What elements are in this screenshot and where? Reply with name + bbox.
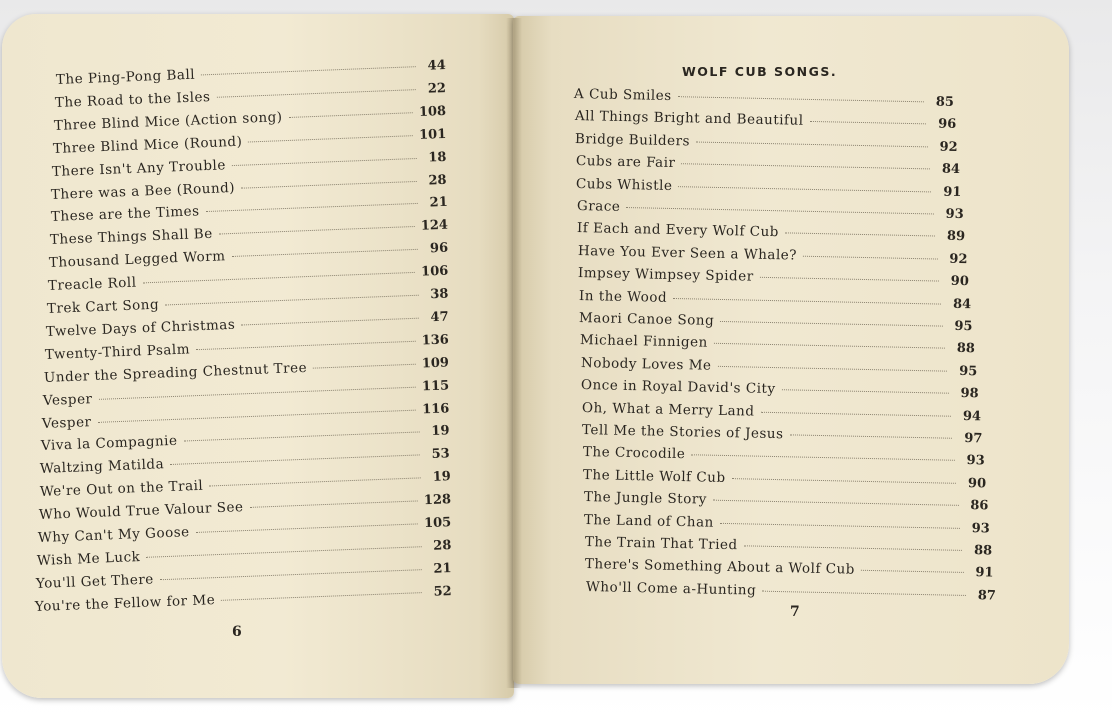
- song-page-number: 92: [949, 251, 968, 267]
- song-title: These are the Times: [50, 203, 200, 226]
- song-title: A Cub Smiles: [573, 86, 672, 105]
- dot-leader: [861, 570, 964, 573]
- song-page-number: 89: [947, 229, 966, 245]
- song-title: These Things Shall Be: [49, 226, 213, 249]
- song-title: Cubs Whistle: [576, 175, 673, 194]
- dot-leader: [201, 66, 416, 75]
- song-title: Bridge Builders: [574, 130, 691, 150]
- song-page-number: 28: [428, 172, 448, 188]
- dot-leader: [721, 321, 943, 327]
- dot-leader: [209, 478, 421, 487]
- song-title: Thousand Legged Worm: [48, 248, 226, 272]
- song-title: Vesper: [41, 413, 93, 432]
- song-page-number: 92: [939, 139, 958, 155]
- song-page-number: 90: [968, 475, 987, 492]
- song-title: The Train That Tried: [584, 534, 738, 554]
- song-title: The Land of Chan: [584, 511, 715, 531]
- song-title: Trek Cart Song: [46, 296, 160, 317]
- song-page-number: 116: [422, 400, 450, 417]
- song-page-number: 91: [975, 565, 995, 581]
- song-page-number: 88: [973, 543, 993, 559]
- dot-leader: [205, 203, 417, 212]
- song-page-number: 19: [432, 469, 451, 486]
- dot-leader: [760, 411, 951, 416]
- song-title: Waltzing Matilda: [40, 456, 165, 478]
- song-title: Wish Me Luck: [36, 548, 141, 569]
- song-page-number: 22: [427, 80, 447, 97]
- song-page-number: 101: [419, 126, 447, 143]
- dot-leader: [241, 318, 418, 326]
- dot-leader: [720, 522, 960, 528]
- song-title: Once in Royal David's City: [580, 377, 776, 398]
- dot-leader: [249, 501, 417, 508]
- song-page-number: 108: [418, 103, 447, 120]
- song-page-number: 88: [956, 341, 976, 357]
- dot-leader: [809, 121, 926, 124]
- song-title: There was a Bee (Round): [51, 179, 236, 203]
- song-title: Have You Ever Seen a Whale?: [577, 242, 797, 264]
- dot-leader: [696, 141, 928, 147]
- song-page-number: 84: [952, 296, 972, 312]
- dot-leader: [184, 432, 420, 442]
- song-page-number: 18: [428, 149, 448, 166]
- song-title: There Isn't Any Trouble: [52, 156, 227, 180]
- song-page-number: 115: [421, 377, 450, 395]
- song-page-number: 44: [427, 58, 447, 74]
- song-title: Viva la Compagnie: [41, 433, 179, 455]
- song-page-number: 124: [420, 218, 448, 235]
- dot-leader: [713, 500, 959, 506]
- song-page-number: 96: [937, 116, 956, 133]
- song-title: Michael Finnigen: [579, 332, 708, 352]
- dot-leader: [714, 343, 945, 349]
- song-title: The Road to the Isles: [54, 88, 211, 111]
- song-page-number: 95: [958, 363, 977, 380]
- dot-leader: [218, 226, 414, 235]
- song-page-number: 85: [935, 94, 955, 110]
- song-page-number: 96: [429, 240, 449, 257]
- right-page-heading: WOLF CUB SONGS.: [682, 64, 838, 79]
- dot-leader: [626, 207, 933, 214]
- dot-leader: [231, 249, 418, 257]
- dot-leader: [232, 158, 417, 166]
- song-title: Treacle Roll: [47, 274, 137, 295]
- dot-leader: [196, 341, 416, 350]
- dot-leader: [171, 455, 421, 466]
- song-title: Cubs are Fair: [575, 153, 676, 172]
- dot-leader: [289, 112, 413, 118]
- song-page-number: 93: [966, 453, 985, 469]
- left-page-number: 6: [232, 624, 242, 640]
- song-title: Vesper: [42, 390, 93, 409]
- song-page-number: 136: [421, 332, 450, 349]
- dot-leader: [732, 478, 957, 484]
- dot-leader: [678, 96, 924, 102]
- song-page-number: 109: [421, 355, 450, 372]
- song-page-number: 19: [431, 423, 451, 440]
- song-title: All Things Bright and Beautiful: [574, 108, 804, 130]
- song-title: Twelve Days of Christmas: [45, 316, 236, 340]
- song-page-number: 128: [423, 492, 451, 509]
- dot-leader: [241, 180, 417, 188]
- dot-leader: [679, 186, 932, 192]
- song-title: In the Wood: [578, 287, 668, 306]
- dot-leader: [691, 455, 954, 462]
- song-page-number: 28: [432, 537, 452, 554]
- song-page-number: 105: [423, 515, 452, 532]
- song-title: Why Can't My Goose: [37, 524, 190, 546]
- song-title: There's Something About a Wolf Cub: [585, 556, 856, 579]
- song-page-number: 47: [430, 309, 449, 326]
- song-title: Three Blind Mice (Round): [52, 133, 243, 157]
- song-title: Maori Canoe Song: [579, 310, 715, 329]
- song-page-number: 53: [431, 446, 451, 463]
- dot-leader: [785, 233, 935, 237]
- song-title: Nobody Loves Me: [580, 354, 712, 374]
- song-title: You're the Fellow for Me: [34, 591, 216, 615]
- dot-leader: [249, 135, 414, 142]
- song-page-number: 93: [971, 520, 991, 537]
- song-page-number: 21: [433, 560, 452, 577]
- song-title: Impsey Wimpsey Spider: [578, 265, 755, 285]
- dot-leader: [216, 89, 416, 98]
- dot-leader: [160, 569, 422, 580]
- song-page-number: 95: [954, 318, 974, 335]
- dot-leader: [681, 163, 930, 169]
- song-page-number: 93: [945, 206, 964, 223]
- right-page-number: 7: [790, 604, 800, 620]
- song-title: Who'll Come a-Hunting: [585, 578, 757, 599]
- song-title: Twenty-Third Psalm: [44, 341, 191, 363]
- dot-leader: [221, 592, 422, 601]
- song-page-number: 21: [428, 195, 448, 211]
- dot-leader: [165, 295, 418, 306]
- dot-leader: [673, 298, 941, 305]
- dot-leader: [195, 523, 418, 533]
- song-page-number: 91: [943, 184, 962, 200]
- song-title: You'll Get There: [35, 571, 154, 592]
- song-title: Under the Spreading Chestnut Tree: [43, 359, 308, 386]
- dot-leader: [717, 366, 947, 372]
- dot-leader: [762, 590, 966, 595]
- dot-leader: [782, 389, 949, 394]
- song-page-number: 52: [433, 583, 452, 600]
- song-page-number: 84: [941, 161, 960, 178]
- song-title: The Little Wolf Cub: [583, 466, 726, 486]
- dot-leader: [744, 545, 963, 551]
- song-page-number: 86: [969, 498, 989, 514]
- song-page-number: 87: [977, 588, 997, 604]
- song-page-number: 97: [964, 431, 983, 447]
- song-title: The Crocodile: [582, 444, 686, 463]
- song-title: Grace: [576, 198, 621, 215]
- song-title: The Ping-Pong Ball: [55, 66, 196, 88]
- book-gutter: [506, 18, 522, 688]
- song-title: If Each and Every Wolf Cub: [577, 220, 780, 241]
- song-title: Oh, What a Merry Land: [581, 399, 755, 420]
- dot-leader: [803, 256, 938, 260]
- song-title: We're Out on the Trail: [39, 477, 204, 501]
- song-page-number: 94: [962, 408, 981, 424]
- dot-leader: [760, 277, 939, 282]
- song-page-number: 98: [960, 386, 979, 402]
- song-title: Three Blind Mice (Action song): [53, 109, 283, 134]
- song-page-number: 106: [420, 263, 449, 280]
- song-title: Tell Me the Stories of Jesus: [582, 422, 784, 443]
- song-title: The Jungle Story: [583, 489, 707, 508]
- dot-leader: [790, 434, 953, 438]
- dot-leader: [313, 363, 416, 368]
- song-page-number: 38: [429, 286, 449, 303]
- song-title: Who Would True Valour See: [38, 499, 244, 524]
- song-page-number: 90: [950, 273, 970, 290]
